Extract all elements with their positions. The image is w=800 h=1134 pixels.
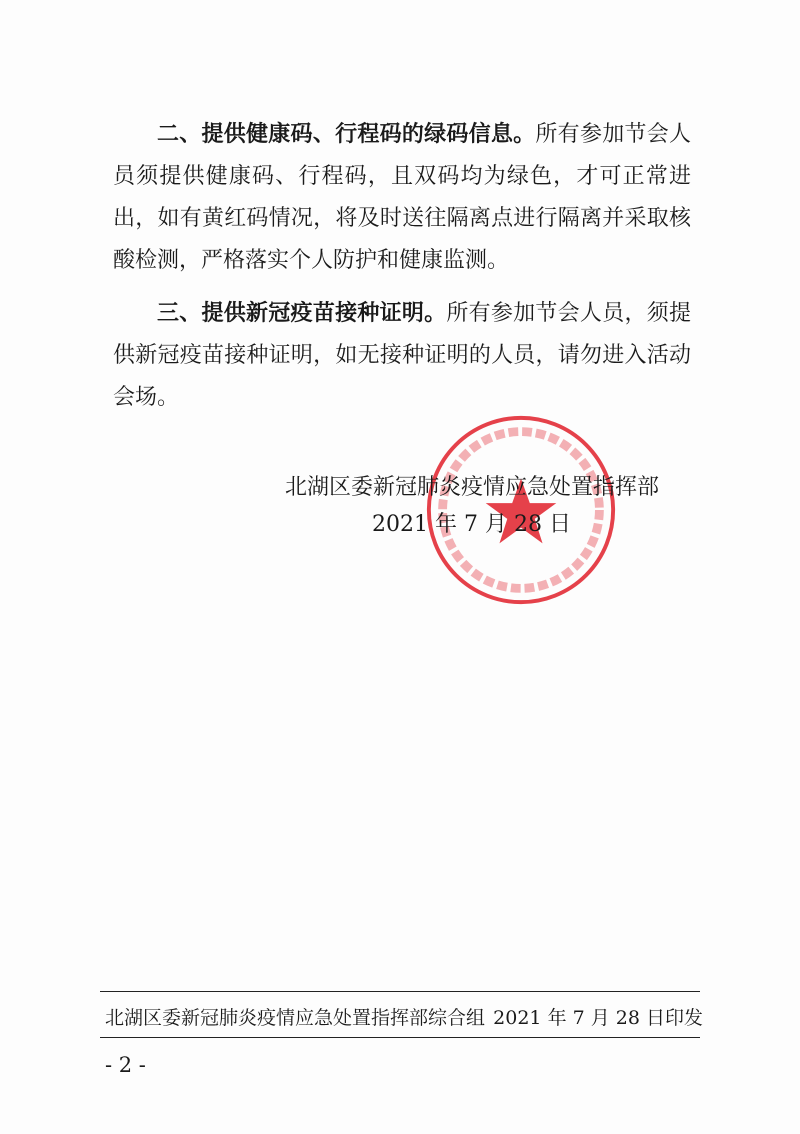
paragraph-lead: 三、提供新冠疫苗接种证明。	[157, 300, 447, 326]
paragraph-lead: 二、提供健康码、行程码的绿码信息。	[157, 121, 536, 147]
paragraph-vaccine	[113, 292, 691, 419]
footer-rule-bottom	[100, 1037, 700, 1038]
signature-org: 北湖区委新冠肺炎疫情应急处置指挥部	[285, 475, 660, 500]
paragraph-health-code	[113, 113, 691, 282]
signature-date: 2021 年 7 月 28 日	[372, 512, 571, 537]
footer-rule-top	[100, 991, 700, 992]
paragraph-body: 所有参加节会人员，须提供新冠疫苗接种证明，如无接种证明的人员，请勿进入活动会场。	[113, 301, 691, 410]
page-number: - 2 -	[105, 1053, 146, 1077]
footer-date: 2021 年 7 月 28 日印发	[493, 1007, 703, 1029]
footer-org: 北湖区委新冠肺炎疫情应急处置指挥部综合组	[105, 1007, 486, 1029]
paragraph-body: 所有参加节会人员须提供健康码、行程码，且双码均为绿色，才可正常进出，如有黄红码情况，将及时送往隔离点进行隔离并采取核酸检测，严格落实个人防护和健康监测。	[113, 122, 691, 273]
